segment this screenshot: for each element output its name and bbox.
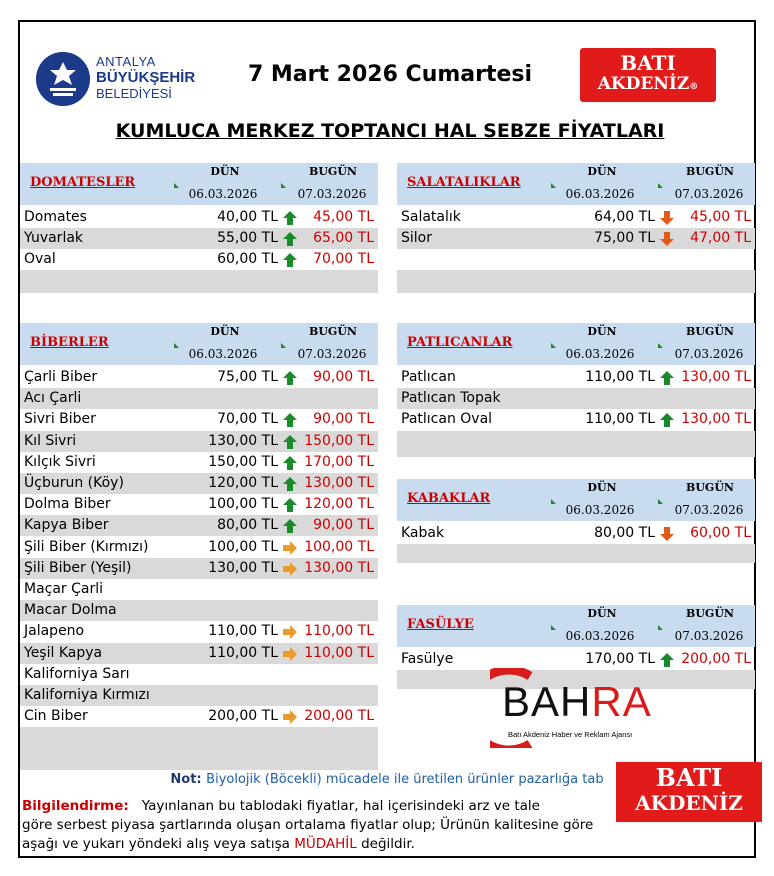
yesterday-price: 75,00 TL	[594, 230, 655, 246]
price-row	[20, 643, 378, 664]
logo-line-1: ANTALYA	[96, 54, 156, 69]
today-price: 170,00 TL	[304, 453, 374, 470]
today-date: 07.03.2026	[297, 347, 367, 361]
product-name: Jalapeno	[24, 623, 85, 640]
price-row	[20, 207, 378, 228]
yesterday-label: DÜN	[210, 165, 240, 178]
price-row	[20, 249, 378, 270]
today-price: 70,00 TL	[313, 251, 374, 267]
today-label: BUGÜN	[686, 325, 734, 338]
corner-mark-icon	[551, 625, 556, 630]
price-row	[20, 558, 378, 579]
yesterday-price: 60,00 TL	[217, 251, 278, 267]
today-price: 130,00 TL	[681, 411, 751, 428]
yesterday-price: 110,00 TL	[208, 623, 278, 640]
today-price: 100,00 TL	[304, 538, 374, 555]
antalya-logo-icon	[36, 52, 90, 106]
price-row	[20, 431, 378, 452]
today-date: 07.03.2026	[674, 347, 744, 361]
price-row	[397, 649, 755, 670]
price-row	[20, 579, 378, 600]
trend-none	[282, 667, 298, 683]
product-name: Çarli Biber	[24, 369, 98, 385]
brand-top-line-2: AKDENİZ	[597, 74, 690, 94]
section-title: FASÜLYE	[407, 617, 474, 632]
section-title: PATLICANLAR	[407, 335, 513, 350]
note-prefix: Not:	[170, 772, 202, 787]
antalya-logo-text	[96, 54, 195, 102]
panel-kabaklar	[397, 479, 755, 563]
today-price: 90,00 TL	[313, 411, 374, 428]
note-text: Biyolojik (Böcekli) mücadele ile üretilen ürünler pazarlığa tab	[206, 772, 604, 787]
main-title: KUMLUCA MERKEZ TOPTANCI HAL SEBZE FİYATLARI	[115, 120, 665, 142]
product-name: Silor	[401, 230, 432, 246]
price-row	[20, 600, 378, 621]
product-name: Fasülye	[401, 651, 454, 667]
today-price: 65,00 TL	[313, 230, 374, 246]
today-date: 07.03.2026	[674, 187, 744, 201]
panel-biberler	[20, 323, 378, 770]
corner-mark-icon	[658, 499, 663, 504]
yesterday-price: 100,00 TL	[208, 538, 278, 555]
price-row	[20, 494, 378, 515]
today-price: 45,00 TL	[313, 209, 374, 225]
corner-mark-icon	[281, 343, 286, 348]
corner-mark-icon	[658, 343, 663, 348]
price-row	[20, 473, 378, 494]
registered-mark: ®	[689, 82, 699, 92]
product-name: Kılçık Sivri	[24, 453, 96, 470]
price-row	[20, 664, 378, 685]
yesterday-price: 170,00 TL	[585, 651, 655, 667]
yesterday-price: 110,00 TL	[208, 644, 278, 661]
yesterday-date: 06.03.2026	[565, 187, 635, 201]
today-price: 200,00 TL	[681, 651, 751, 667]
today-price: 60,00 TL	[690, 525, 751, 541]
today-price: 120,00 TL	[304, 496, 374, 513]
yesterday-price: 200,00 TL	[208, 708, 278, 725]
yesterday-date: 06.03.2026	[188, 347, 258, 361]
today-label: BUGÜN	[686, 607, 734, 620]
trend-none	[282, 603, 298, 619]
panel-domatesler	[20, 163, 378, 293]
price-row	[397, 228, 755, 249]
product-name: Acı Çarli	[24, 390, 82, 407]
yesterday-price: 64,00 TL	[594, 209, 655, 225]
today-price: 130,00 TL	[304, 559, 374, 576]
today-price: 130,00 TL	[304, 475, 374, 491]
corner-mark-icon	[281, 183, 286, 188]
price-row	[20, 367, 378, 388]
today-date: 07.03.2026	[297, 187, 367, 201]
yesterday-date: 06.03.2026	[188, 187, 258, 201]
product-name: Patlıcan Oval	[401, 411, 493, 428]
info-text-3: aşağı ve yukarı yöndeki alış veya satışa	[22, 836, 290, 852]
info-text-1: Yayınlanan bu tablodaki fiyatlar, hal içerisindeki arz ve tale	[141, 798, 540, 814]
yesterday-date: 06.03.2026	[565, 629, 635, 643]
panel-salataliklar	[397, 163, 755, 293]
product-name: Oval	[24, 251, 56, 267]
bahra-logo	[490, 668, 670, 748]
today-label: BUGÜN	[309, 165, 357, 178]
logo-line-3: BELEDİYESİ	[96, 86, 172, 101]
yesterday-date: 06.03.2026	[565, 347, 635, 361]
yesterday-label: DÜN	[587, 165, 617, 178]
section-header	[397, 605, 755, 647]
section-header	[20, 163, 378, 205]
product-name: Sivri Biber	[24, 411, 96, 428]
today-label: BUGÜN	[686, 165, 734, 178]
price-row	[20, 621, 378, 642]
bati-akdeniz-logo-top	[580, 48, 716, 102]
today-date: 07.03.2026	[674, 629, 744, 643]
product-name: Kapya Biber	[24, 517, 109, 534]
section-title: DOMATESLER	[30, 175, 136, 190]
today-price: 45,00 TL	[690, 209, 751, 225]
bahra-tagline: Batı Akdeniz Haber ve Reklam Ajansı	[508, 730, 633, 739]
section-title: BİBERLER	[30, 335, 109, 350]
yesterday-price: 100,00 TL	[208, 496, 278, 513]
section-header	[20, 323, 378, 365]
today-price: 110,00 TL	[304, 623, 374, 640]
filler-row	[20, 270, 378, 293]
bahra-text-a: BAH	[502, 678, 592, 725]
yesterday-label: DÜN	[587, 607, 617, 620]
yesterday-date: 06.03.2026	[565, 503, 635, 517]
bati-akdeniz-logo-bottom	[616, 762, 762, 822]
info-text-4: değildir.	[361, 836, 415, 852]
panel-patlicanlar	[397, 323, 755, 457]
product-name: Maçar Çarli	[24, 581, 104, 597]
product-name: Patlıcan Topak	[401, 390, 501, 407]
yesterday-price: 55,00 TL	[217, 230, 278, 246]
today-date: 07.03.2026	[674, 503, 744, 517]
product-name: Kaliforniya Sarı	[24, 665, 130, 682]
price-row	[20, 685, 378, 706]
info-label: Bilgilendirme:	[22, 798, 129, 814]
section-title: SALATALIKLAR	[407, 175, 521, 190]
bahra-text-b: RA	[591, 678, 652, 725]
brand-bottom-line-2: AKDENİZ	[635, 791, 743, 815]
yesterday-price: 75,00 TL	[217, 369, 278, 385]
filler-row	[397, 270, 755, 293]
corner-mark-icon	[551, 343, 556, 348]
info-text-2: göre serbest piyasa şartlarında oluşan ortalama fiyatlar olup; Ürünün kalitesine göre	[22, 817, 594, 833]
trend-none	[659, 391, 675, 407]
yesterday-price: 80,00 TL	[594, 525, 655, 541]
price-row	[397, 388, 755, 409]
yesterday-label: DÜN	[587, 325, 617, 338]
yesterday-price: 130,00 TL	[208, 432, 278, 449]
filler-row	[397, 544, 755, 563]
today-label: BUGÜN	[309, 325, 357, 338]
trend-none	[282, 582, 298, 598]
price-row	[20, 452, 378, 473]
section-header	[397, 163, 755, 205]
product-name: Domates	[24, 209, 87, 225]
product-name: Salatalık	[401, 209, 461, 225]
product-name: Şili Biber (Yeşil)	[24, 559, 132, 576]
product-name: Dolma Biber	[24, 496, 111, 513]
product-name: Kıl Sivri	[24, 432, 77, 449]
product-name: Macar Dolma	[24, 602, 117, 619]
price-row	[397, 409, 755, 430]
price-row	[397, 207, 755, 228]
price-row	[20, 388, 378, 409]
yesterday-price: 40,00 TL	[217, 209, 278, 225]
brand-top-line-1: BATI	[620, 51, 676, 75]
info-highlight: MÜDAHİL	[294, 836, 357, 852]
product-name: Şili Biber (Kırmızı)	[24, 538, 149, 555]
product-name: Yuvarlak	[24, 230, 84, 246]
trend-none	[282, 688, 298, 704]
price-row	[20, 515, 378, 536]
today-price: 130,00 TL	[681, 369, 751, 385]
trend-none	[282, 391, 298, 407]
yesterday-price: 110,00 TL	[585, 411, 655, 428]
product-name: Kabak	[401, 525, 445, 541]
corner-mark-icon	[551, 183, 556, 188]
section-header	[397, 323, 755, 365]
price-row	[397, 367, 755, 388]
price-row	[20, 706, 378, 727]
product-name: Cin Biber	[24, 708, 88, 725]
today-price: 150,00 TL	[304, 432, 374, 449]
brand-bottom-line-1: BATI	[655, 763, 723, 792]
price-row	[20, 228, 378, 249]
yesterday-price: 130,00 TL	[208, 559, 278, 576]
logo-line-2: BÜYÜKŞEHİR	[96, 69, 196, 86]
corner-mark-icon	[658, 625, 663, 630]
product-name: Yeşil Kapya	[24, 644, 103, 661]
today-price: 47,00 TL	[690, 230, 751, 246]
price-row	[20, 409, 378, 430]
product-name: Üçburun (Köy)	[24, 475, 124, 491]
filler-row	[20, 727, 378, 770]
product-name: Patlıcan	[401, 369, 456, 385]
corner-mark-icon	[658, 183, 663, 188]
yesterday-label: DÜN	[210, 325, 240, 338]
yesterday-label: DÜN	[587, 481, 617, 494]
corner-mark-icon	[551, 499, 556, 504]
today-label: BUGÜN	[686, 481, 734, 494]
today-price: 90,00 TL	[313, 517, 374, 534]
corner-mark-icon	[174, 183, 179, 188]
yesterday-price: 120,00 TL	[208, 475, 278, 491]
corner-mark-icon	[174, 343, 179, 348]
yesterday-price: 110,00 TL	[585, 369, 655, 385]
date-title: 7 Mart 2026 Cumartesi	[247, 62, 533, 87]
product-name: Kaliforniya Kırmızı	[24, 687, 150, 703]
today-price: 90,00 TL	[313, 369, 374, 385]
today-price: 200,00 TL	[304, 708, 374, 725]
today-price: 110,00 TL	[304, 644, 374, 661]
yesterday-price: 80,00 TL	[217, 517, 278, 534]
price-row	[20, 537, 378, 558]
yesterday-price: 70,00 TL	[217, 411, 278, 428]
price-row	[397, 523, 755, 544]
filler-row	[397, 431, 755, 457]
yesterday-price: 150,00 TL	[208, 453, 278, 470]
section-header	[397, 479, 755, 521]
section-title: KABAKLAR	[407, 491, 491, 506]
